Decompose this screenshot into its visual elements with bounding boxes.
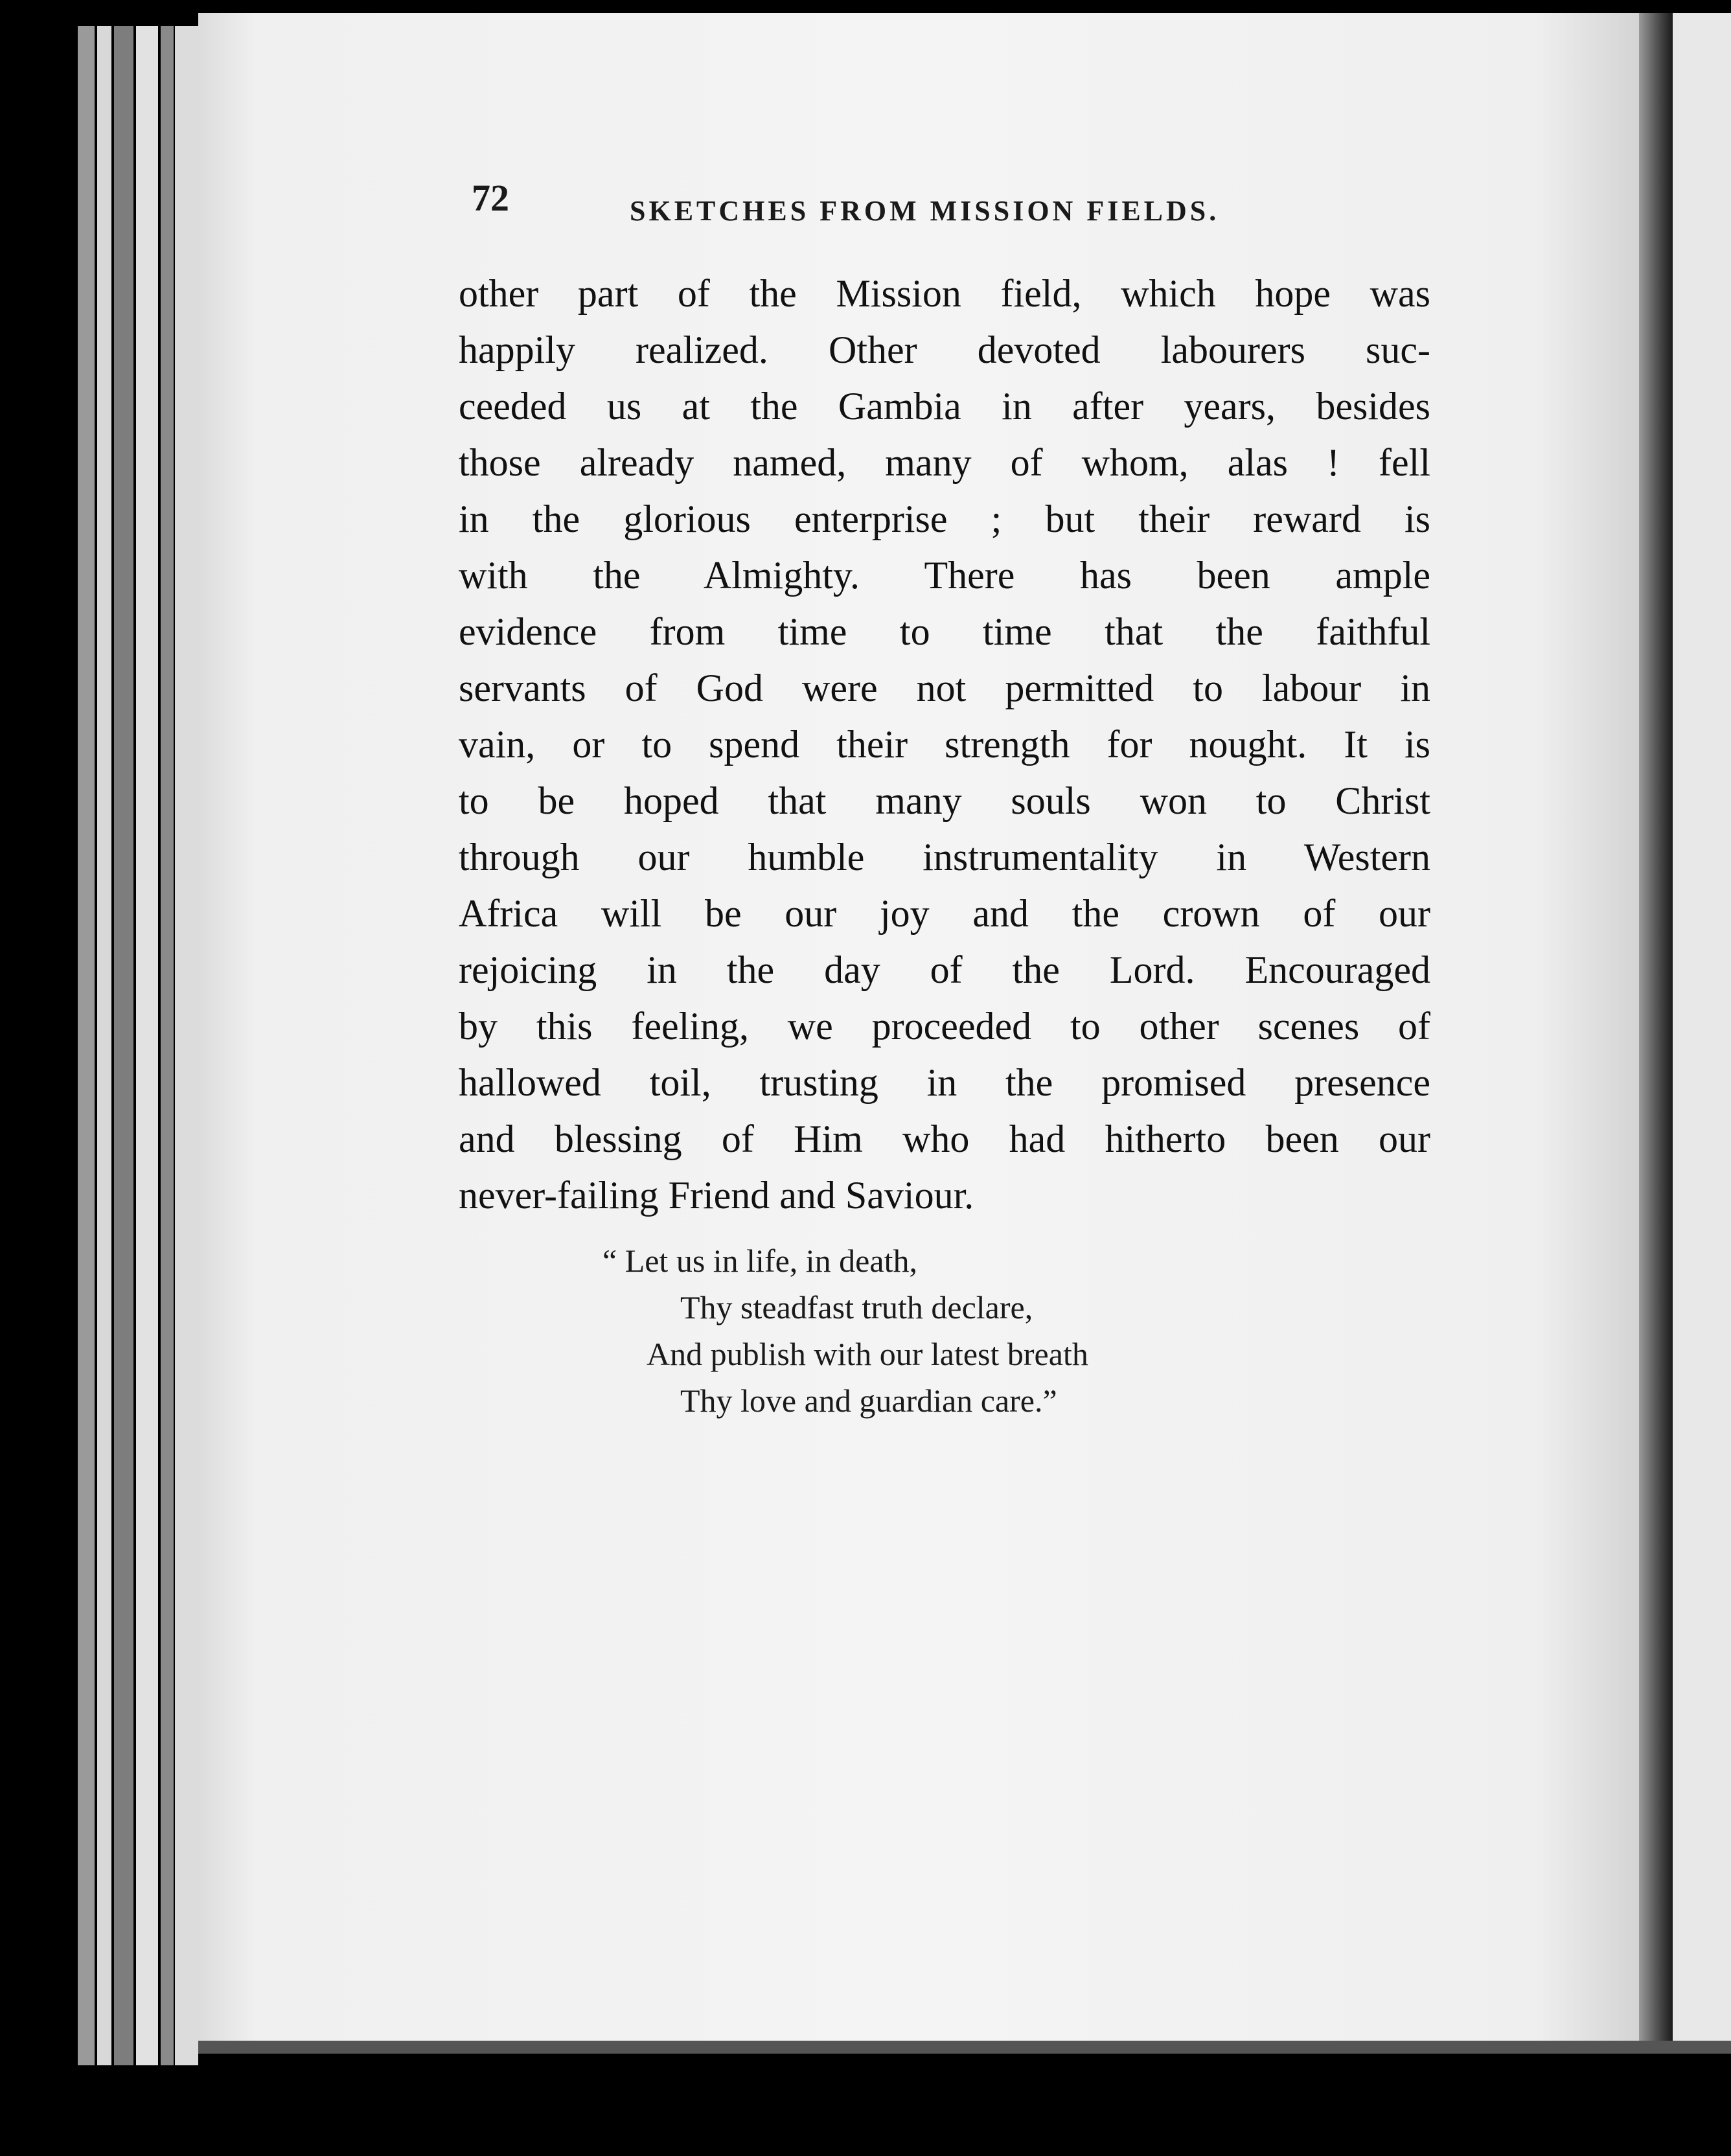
text-line: rejoicing in the day of the Lord. Encouraged [459, 948, 1430, 991]
book-gutter [1639, 13, 1673, 2054]
text-line: Africa will be our joy and the crown of our [459, 892, 1430, 935]
page-edge [161, 26, 174, 2065]
verse-line: And publish with our latest breath [647, 1336, 1088, 1372]
text-line: vain, or to spend their strength for nought. It is [459, 723, 1430, 766]
text-line: and blessing of Him who had hitherto been our [459, 1118, 1430, 1160]
page-header [472, 176, 1294, 235]
page-edge [136, 26, 158, 2065]
verse-line: Thy love and guardian care.” [680, 1382, 1057, 1419]
text-line: through our humble instrumentality in Western [459, 836, 1430, 878]
text-line: hallowed toil, trusting in the promised presence [459, 1061, 1430, 1104]
body-paragraph [459, 266, 1430, 1224]
facing-page-edge [1673, 13, 1731, 2054]
page-number: 72 [472, 177, 509, 219]
verse-line: Thy steadfast truth declare, [680, 1289, 1033, 1325]
page-edge [114, 26, 133, 2065]
text-line: with the Almighty. There has been ample [459, 554, 1430, 597]
page-edge [175, 26, 198, 2065]
text-line: evidence from time to time that the faithful [459, 610, 1430, 653]
text-line: never-failing Friend and Saviour. [459, 1174, 974, 1217]
verse-line: “ Let us in life, in death, [602, 1243, 917, 1279]
text-line: to be hoped that many souls won to Christ [459, 779, 1430, 822]
running-title: SKETCHES FROM MISSION FIELDS. [630, 195, 1220, 227]
text-line: in the glorious enterprise ; but their reward is [459, 498, 1430, 540]
text-line: those already named, many of whom, alas ! fell [459, 441, 1430, 484]
text-line: by this feeling, we proceeded to other scenes of [459, 1005, 1430, 1048]
text-line: other part of the Mission field, which hope was [459, 272, 1430, 315]
page-edge [78, 26, 95, 2065]
hymn-quotation [602, 1237, 1088, 1424]
text-line: servants of God were not permitted to labour in [459, 667, 1430, 709]
page-bottom-shadow [198, 2041, 1731, 2054]
text-line: happily realized. Other devoted labourers suc- [459, 328, 1430, 371]
page-edge [97, 26, 111, 2065]
text-line: ceeded us at the Gambia in after years, besides [459, 385, 1430, 428]
